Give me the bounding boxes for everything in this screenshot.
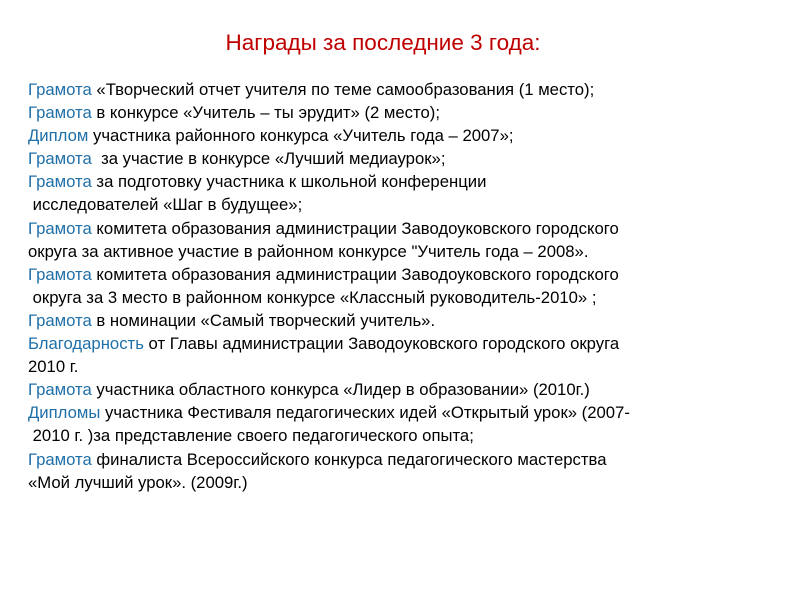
award-line — [28, 286, 788, 309]
award-description: за подготовку участника к школьной конференции — [91, 172, 487, 192]
award-type-keyword: Грамота — [28, 172, 92, 192]
award-line — [28, 147, 788, 170]
award-line — [28, 471, 788, 494]
award-description: участника Фестиваля педагогических идей «Открытый урок» (2007- — [100, 403, 630, 423]
award-type-keyword: Грамота — [28, 103, 92, 123]
award-description: участника областного конкурса «Лидер в образовании» (2010г.) — [91, 380, 590, 400]
slide-title: Награды за последние 3 года: — [225, 30, 541, 55]
award-type-keyword: Грамота — [28, 264, 92, 284]
award-description: за участие в конкурсе «Лучший медиаурок»; — [91, 149, 446, 169]
award-line — [28, 332, 788, 355]
award-description: в конкурсе «Учитель – ты эрудит» (2 место); — [91, 103, 440, 123]
award-description: округа за активное участие в районном конкурсе "Учитель года – 2008». — [28, 241, 589, 261]
award-type-keyword: Диплом — [28, 126, 89, 146]
award-line — [28, 355, 788, 378]
award-description: комитета образования администрации Заводоуковского городского — [91, 264, 619, 284]
award-line — [28, 263, 788, 286]
award-line — [28, 424, 788, 447]
award-line — [28, 170, 788, 193]
award-description: в номинации «Самый творческий учитель». — [91, 310, 436, 330]
award-line — [28, 217, 788, 240]
award-type-keyword: Грамота — [28, 449, 92, 469]
award-type-keyword: Грамота — [28, 380, 92, 400]
award-line — [28, 78, 788, 101]
award-type-keyword: Дипломы — [28, 403, 101, 423]
award-description: «Мой лучший урок». (2009г.) — [28, 472, 248, 492]
award-description: «Творческий отчет учителя по теме самообразования (1 место); — [91, 80, 595, 99]
award-description: комитета образования администрации Заводоуковского городского — [91, 218, 619, 238]
award-line — [28, 101, 788, 124]
award-description: от Главы администрации Заводоуковского городского округа — [143, 334, 620, 354]
award-description: 2010 г. )за представление своего педагогического опыта; — [28, 426, 474, 446]
award-line — [28, 193, 788, 216]
award-line — [28, 124, 788, 147]
award-line — [28, 309, 788, 332]
award-description: округа за 3 место в районном конкурсе «Классный руководитель-2010» ; — [28, 287, 597, 307]
award-description: финалиста Всероссийского конкурса педагогического мастерства — [91, 449, 607, 469]
award-line — [28, 448, 788, 471]
award-type-keyword: Грамота — [28, 80, 92, 99]
award-description: 2010 г. — [28, 357, 79, 377]
award-line — [28, 401, 788, 424]
award-line — [28, 378, 788, 401]
award-type-keyword: Благодарность — [28, 334, 144, 354]
award-type-keyword: Грамота — [28, 310, 92, 330]
award-line — [28, 240, 788, 263]
awards-list — [28, 78, 788, 494]
award-type-keyword: Грамота — [28, 218, 92, 238]
award-type-keyword: Грамота — [28, 149, 92, 169]
award-description: участника районного конкурса «Учитель года – 2007»; — [88, 126, 514, 146]
award-description: исследователей «Шаг в будущее»; — [28, 195, 303, 215]
